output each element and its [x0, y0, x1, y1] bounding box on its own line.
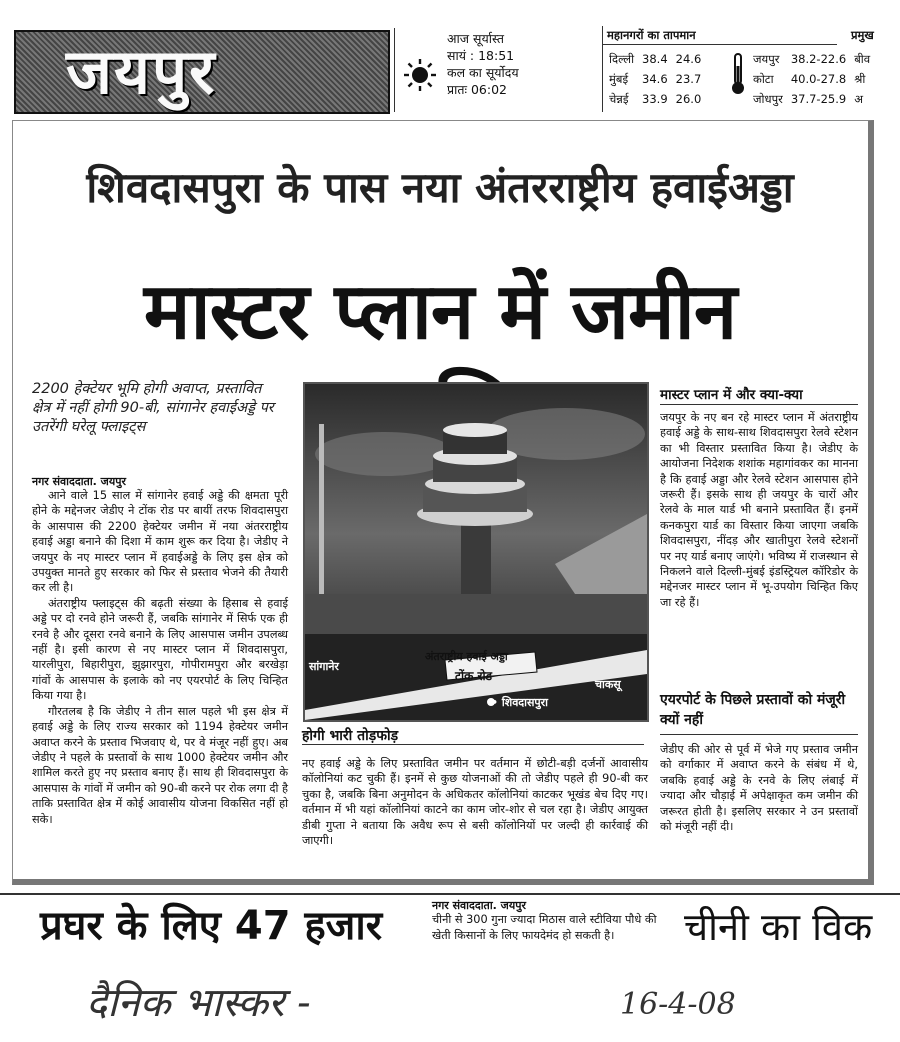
sun-timings — [394, 28, 601, 112]
temp-cut: अ — [854, 92, 863, 106]
thermometer-icon — [729, 52, 747, 96]
temp-range: 38.2-22.6 — [790, 52, 847, 66]
temp-city: दिल्ली — [609, 52, 635, 66]
table-row — [609, 70, 707, 88]
temp-range: 40.0-27.8 — [790, 72, 847, 86]
sunrise-label: कल का सूर्योदय — [447, 65, 519, 80]
state-temp-table — [751, 48, 878, 110]
temp-cut: बीव — [854, 52, 871, 66]
divider — [302, 744, 644, 745]
map-label-shivdaspura: • शिवदासपुरा — [491, 696, 549, 709]
city-nameplate — [14, 30, 390, 114]
table-row — [753, 90, 876, 108]
map-label-tonk-road: टोंक रोड — [455, 669, 492, 683]
table-row — [753, 50, 876, 68]
temp-min: 24.6 — [675, 52, 702, 66]
temp-city: मुंबई — [609, 72, 629, 86]
article-subhead: 2200 हेक्टेयर भूमि होगी अवाप्त, प्रस्तावित क्षेत्र में नहीं होगी 90-बी, सांगानेर हवाईअड्डे पर उतरेंगी घरेलू फ्लाइट्स — [32, 381, 274, 435]
handwritten-date: 16-4-08 — [620, 987, 736, 1022]
body-paragraph: नए हवाई अड्डे के लिए प्रस्तावित जमीन पर वर्तमान में छोटी-बड़ी दर्जनों आवासीय कॉलोनियां कट चुकी हैं। इनमें से कुछ योजनाओं की तो जेडीए पहले ही 90-बी कर चुका है, जबकि बिना अनुमोदन के अधिकतर कॉलोनियां काटकर भूखंड बेच दिए गए। वर्तमान में भी यहां कॉलोनियां काटने का काम जोर-शोर से चल रहा है। जेडीए आयुक्त डीबी गुप्ता ने बताया कि अवैध रूप से बसी कॉलोनियों पर जल्दी ही कार्रवाई की जाएगी। — [302, 757, 648, 848]
body-paragraph: जेडीए की ओर से पूर्व में भेजे गए प्रस्ताव जमीन को वर्गाकार में अवाप्त करने के संबंध में थे, जबकि हवाई अड्डे के रनवे के लिए लंबाई में ज्यादा और चौड़ाई में अपेक्षाकृत कम जमीन की जरूरत होती है। इसलिए सरकार ने उन प्रस्तावों को मंजूरी नहीं दी। — [660, 743, 858, 834]
city-title: जयपुर — [66, 35, 217, 108]
temp-city: जयपुर — [753, 52, 780, 66]
temp-max: 34.6 — [642, 72, 668, 86]
map-label-chaksu: चाकसू — [595, 678, 621, 691]
bottom-headline: प्रघर के लिए 47 हजार — [40, 903, 383, 949]
state-temp-title: प्रमुख — [851, 28, 874, 42]
airport-tower-photo — [303, 382, 649, 722]
body-paragraph: अंतराष्ट्रीय फ्लाइट्स की बढ़ती संख्या के हिसाब से हवाई अड्डे पर दो रनवे होने जरूरी हैं, जबकि सांगानेर में सिर्फ एक ही रनवे है और दूसरा रनवे बनाने के लिए आसपास जमीन उपलब्ध नहीं है। इसी कारण से नए मास्टर प्लान में शिवदासपुरा, यारलीपुरा, बिहारीपुरा, झुझारपुरा, गोपीरामपुरा और बरखेड़ा गांवों के आसपास के इलाके को नए एयरपोर्ट के लिए चिन्हित किया गया है। — [32, 596, 288, 703]
article-kicker: शिवदासपुरा के पास नया अंतरराष्ट्रीय हवाईअड्डा — [86, 163, 794, 212]
body-paragraph: गौरतलब है कि जेडीए ने तीन साल पहले भी इस क्षेत्र में हवाई अड्डे के लिए राज्य सरकार को 1194 हेक्टेयर जमीन अवाप्त करने के प्रस्ताव भिजवाए थे, पर वे मंजूर नहीं हुए। अब जेडीए ने पहले के प्रस्तावों के साथ 1000 हेक्टेयर जमीन और शामिल करते हुए नए प्रस्ताव बनाए हैं। साथ ही शिवदासपुरा के आसपास के गांवों में जमीन को 90-बी करने पर रोक लगा दी है ताकि प्रस्तावित क्षेत्र में कोई आवासीय योजना विकसित नहीं हो सके। — [32, 704, 288, 826]
divider — [660, 404, 858, 405]
article-headline: मास्टर प्लान में जमीन — [143, 267, 737, 357]
section-heading-previous-proposals: एयरपोर्ट के पिछले प्रस्तावों को मंजूरी क्यों नहीं — [660, 692, 846, 728]
metro-temp-table — [607, 48, 709, 110]
temp-min: 23.7 — [675, 72, 702, 86]
temp-city: जोधपुर — [753, 92, 783, 106]
divider — [660, 734, 858, 735]
temperature-panel — [602, 26, 891, 112]
map-label-airport: अंतराष्ट्रीय हवाई अड्डा — [425, 650, 508, 663]
sunset-time: सायं : 18:51 — [447, 48, 515, 63]
body-paragraph: आने वाले 15 साल में सांगानेर हवाई अड्डे की क्षमता पूरी होने के मद्देनजर जेडीए ने टोंक रोड पर बायीं तरफ शिवदासपुरा के आसपास की 2200 हेक्टेयर जमीन में नया अंतरराष्ट्रीय हवाई अड्डा बनाने की दिशा में काम शुरू कर दिया है। जेडीए ने जयपुर के नए मास्टर प्लान में हवाईअड्डे के लिए इस क्षेत्र को उपयुक्त मानते हुए सरकार को फिर से प्रस्ताव भेजने की तैयारी कर ली है। — [32, 489, 288, 595]
section-heading-master-plan: मास्टर प्लान में और क्या-क्या — [660, 387, 803, 403]
section-body-master-plan — [660, 410, 858, 610]
temp-max: 38.4 — [642, 52, 668, 66]
bottom-text: चीनी से 300 गुना ज्यादा मिठास वाले स्टीविया पौधे की खेती किसानों के लिए फायदेमंद हो सकती है। — [432, 913, 657, 942]
article-byline: नगर संवाददाता. जयपुर — [32, 475, 126, 488]
temp-city: कोटा — [753, 72, 774, 86]
temp-city: चेन्नई — [609, 92, 629, 106]
temp-cut: श्री — [854, 72, 866, 86]
section-body-demolition — [302, 756, 648, 848]
section-heading-demolition: होगी भारी तोड़फोड़ — [302, 728, 399, 744]
sunset-label: आज सूर्यास्त — [447, 31, 504, 46]
table-row — [609, 50, 707, 68]
table-row — [609, 90, 707, 108]
section-body-previous-proposals — [660, 742, 858, 834]
handwritten-source: दैनिक भास्कर - — [86, 980, 311, 1026]
temp-min: 26.0 — [675, 92, 702, 106]
temp-range: 37.7-25.9 — [790, 92, 847, 106]
sunrise-time: प्रातः 06:02 — [447, 82, 507, 97]
map-label-sanganer: सांगानेर — [309, 660, 339, 673]
body-paragraph: जयपुर के नए बन रहे मास्टर प्लान में अंतराष्ट्रीय हवाई अड्डे के साथ-साथ शिवदासपुरा रेलवे स्टेशन का भी विस्तार प्रस्तावित किया है। जेडीए के आयोजना निदेशक शशांक महागांवकर का मानना है कि हवाई अड्डा और रेलवे स्टेशन आसपास होने जरूरी हैं। इसके साथ ही जयपुर के चारों और रेलवे के माल यार्ड भी बनाने प्रस्तावित हैं। इनमें कनकपुरा यार्ड का विस्तार किया जाएगा जबकि शिवदासपुरा, नींदड़ और खातीपुरा रेलवे स्टेशनों पर नए यार्ड बनाए जाएंगे। भविष्य में राजस्थान से निकलने वाले दिल्ली-मुंबई इंडस्ट्रियल कॉरिडोर के मद्देनजर मास्टर प्लान में भू-उपयोग चिन्हित किए जा रहे हैं। — [660, 411, 858, 609]
temp-max: 33.9 — [642, 92, 668, 106]
metro-temp-title: महानगरों का तापमान — [603, 26, 837, 45]
divider — [0, 893, 900, 895]
article-body — [32, 488, 288, 827]
table-row — [753, 70, 876, 88]
bottom-right-headline: चीनी का विक — [684, 905, 873, 949]
handwritten-annotation — [80, 968, 840, 1038]
masthead — [10, 10, 890, 110]
sun-icon — [403, 58, 437, 92]
bottom-byline: नगर संवाददाता. जयपुर — [432, 899, 526, 912]
